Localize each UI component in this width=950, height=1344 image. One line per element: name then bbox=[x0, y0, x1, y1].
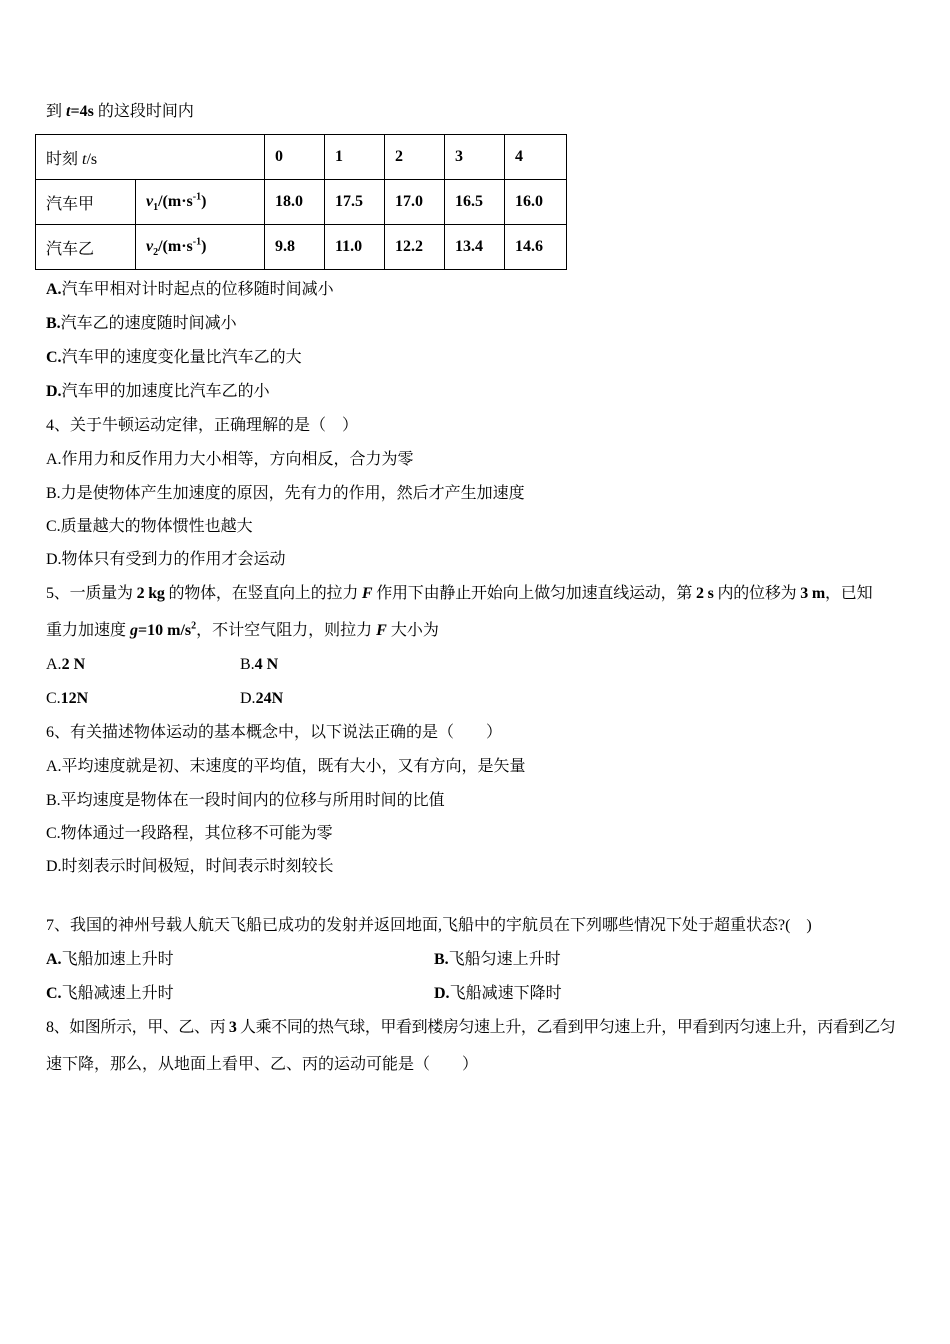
q5-option-c: C.12N bbox=[46, 690, 89, 707]
q4-stem: 4、关于牛顿运动定律，正确理解的是（ ） bbox=[46, 417, 359, 434]
value-cell: 11.0 bbox=[325, 225, 385, 270]
time-cell: 3 bbox=[445, 135, 505, 180]
q5-option-d: D.24N bbox=[240, 690, 284, 707]
velocity-table bbox=[35, 134, 567, 270]
value-cell: 13.4 bbox=[445, 225, 505, 270]
q7-stem: 7、我国的神州号载人航天飞船已成功的发射并返回地面,飞船中的宇航员在下列哪些情况下处于超重状态?( ) bbox=[46, 917, 812, 934]
value-cell: 16.0 bbox=[505, 180, 567, 225]
q7-option-a: A.飞船加速上升时 bbox=[46, 951, 174, 968]
intro-eq: =4s bbox=[70, 103, 94, 120]
intro-pre: 到 bbox=[46, 103, 67, 120]
q3-option-b: B.汽车乙的速度随时间减小 bbox=[46, 315, 237, 332]
row-name-cell: 汽车乙 bbox=[36, 225, 136, 270]
value-cell: 18.0 bbox=[265, 180, 325, 225]
value-cell: 17.0 bbox=[385, 180, 445, 225]
table-row bbox=[36, 180, 567, 225]
q7-option-c: C.飞船减速上升时 bbox=[46, 985, 174, 1002]
value-cell: 14.6 bbox=[505, 225, 567, 270]
q4-option-a: A.作用力和反作用力大小相等，方向相反，合力为零 bbox=[46, 451, 414, 468]
value-cell: 17.5 bbox=[325, 180, 385, 225]
time-cell: 2 bbox=[385, 135, 445, 180]
row-unit-cell: $v_2/(m\cdot s^{-1})$ bbox=[136, 225, 265, 270]
value-cell: 12.2 bbox=[385, 225, 445, 270]
table-row bbox=[36, 225, 567, 270]
q5-option-b: B.4 N bbox=[240, 656, 279, 673]
q8-stem-line2: 速下降，那么，从地面上看甲、乙、丙的运动可能是（ ） bbox=[46, 1056, 479, 1073]
intro-line bbox=[46, 102, 194, 122]
q6-option-c: C.物体通过一段路程，其位移不可能为零 bbox=[46, 825, 333, 842]
q6-option-d: D.时刻表示时间极短，时间表示时刻较长 bbox=[46, 858, 334, 875]
q3-option-d: D.汽车甲的加速度比汽车乙的小 bbox=[46, 383, 270, 400]
q5-stem-line2: 重力加速度 g=10 $m/s^2$，不计空气阻力，则拉力 F 大小为 bbox=[46, 620, 439, 639]
value-cell: 16.5 bbox=[445, 180, 505, 225]
intro-var: t bbox=[66, 103, 71, 120]
time-cell: 0 bbox=[265, 135, 325, 180]
q4-option-b: B.力是使物体产生加速度的原因，先有力的作用，然后才产生加速度 bbox=[46, 485, 525, 502]
q5-option-a: A.2 N bbox=[46, 656, 86, 673]
q4-option-d: D.物体只有受到力的作用才会运动 bbox=[46, 551, 286, 568]
row-name-cell: 汽车甲 bbox=[36, 180, 136, 225]
row-unit-cell: $v_1/(m\cdot s^{-1})$ bbox=[136, 180, 265, 225]
q5-stem-line1: 5、一质量为 2 kg 的物体，在竖直向上的拉力 F 作用下由静止开始向上做匀加速直线运动，第 2 s 内的位移为 3 m，已知 bbox=[46, 585, 873, 602]
q6-stem: 6、有关描述物体运动的基本概念中，以下说法正确的是（ ） bbox=[46, 724, 503, 741]
time-cell: 4 bbox=[505, 135, 567, 180]
time-header-cell: 时刻 t/s bbox=[36, 135, 265, 180]
q8-stem-line1: 8、如图所示，甲、乙、丙 3 人乘不同的热气球，甲看到楼房匀速上升，乙看到甲匀速上升，甲看到丙匀速上升，丙看到乙匀 bbox=[46, 1019, 896, 1036]
q7-option-d: D.飞船减速下降时 bbox=[434, 985, 562, 1002]
q4-option-c: C.质量越大的物体惯性也越大 bbox=[46, 518, 253, 535]
table-header-row bbox=[36, 135, 567, 180]
q6-option-a: A.平均速度就是初、末速度的平均值，既有大小，又有方向，是矢量 bbox=[46, 758, 526, 775]
q6-option-b: B.平均速度是物体在一段时间内的位移与所用时间的比值 bbox=[46, 792, 445, 809]
q3-option-c: C.汽车甲的速度变化量比汽车乙的大 bbox=[46, 349, 302, 366]
q7-option-b: B.飞船匀速上升时 bbox=[434, 951, 561, 968]
time-cell: 1 bbox=[325, 135, 385, 180]
q3-option-a: A.汽车甲相对计时起点的位移随时间减小 bbox=[46, 281, 334, 298]
value-cell: 9.8 bbox=[265, 225, 325, 270]
intro-post: 的这段时间内 bbox=[93, 103, 194, 120]
